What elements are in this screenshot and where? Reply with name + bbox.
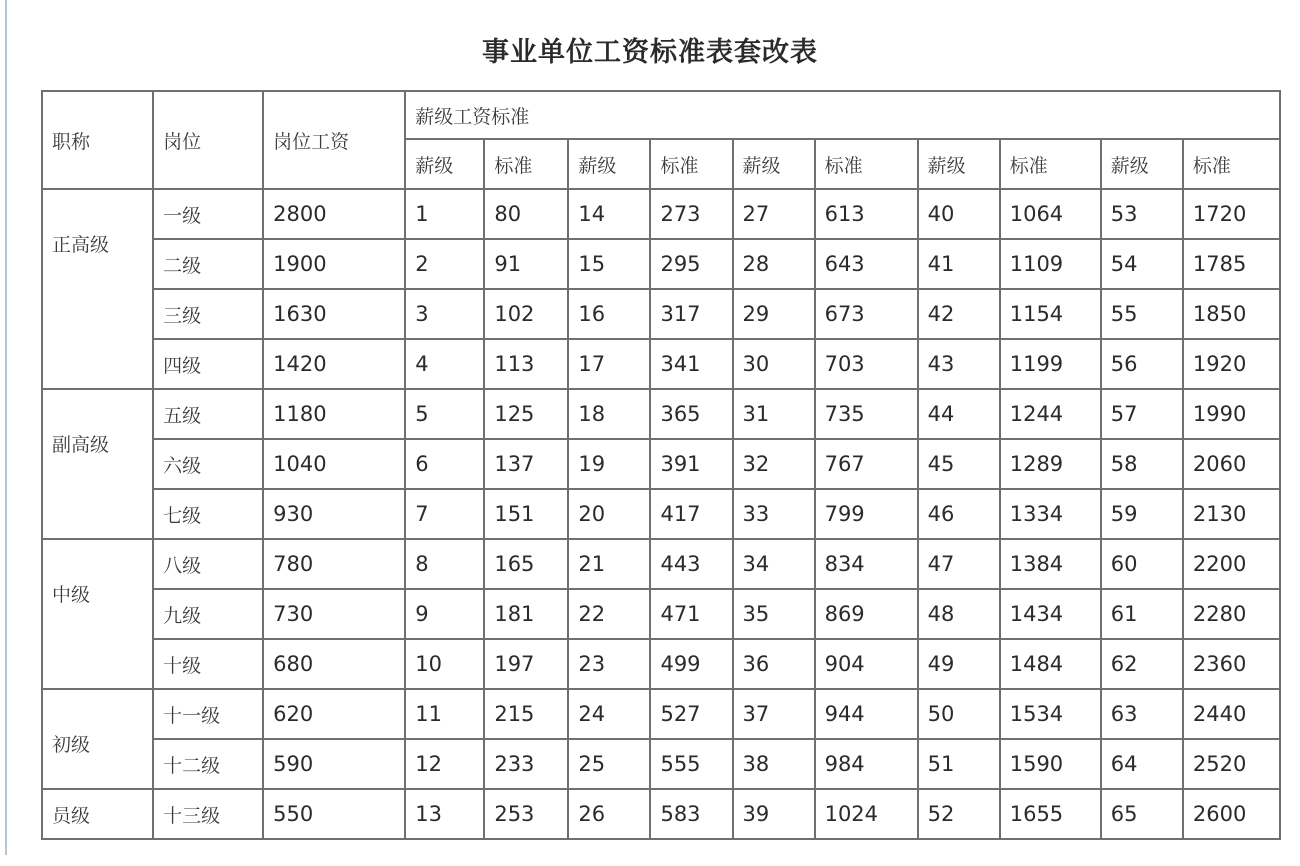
standard-cell: 1720 (1183, 189, 1280, 239)
table-row (42, 589, 1280, 639)
grade-cell: 60 (1101, 539, 1183, 589)
standard-cell: 102 (484, 289, 568, 339)
standard-cell: 527 (650, 689, 732, 739)
standard-cell: 583 (650, 789, 732, 839)
subheader-grade-5: 薪级 (1101, 139, 1183, 189)
standard-cell: 1024 (815, 789, 918, 839)
grade-cell: 61 (1101, 589, 1183, 639)
grade-cell: 1 (405, 189, 484, 239)
grade-cell: 3 (405, 289, 484, 339)
standard-cell: 1109 (1000, 239, 1101, 289)
standard-cell: 673 (815, 289, 918, 339)
grade-cell: 30 (733, 339, 815, 389)
grade-cell: 49 (918, 639, 1000, 689)
grade-cell: 16 (568, 289, 650, 339)
left-margin-rule (5, 0, 7, 855)
post-cell: 八级 (153, 539, 263, 589)
header-post: 岗位 (153, 91, 263, 189)
subheader-grade-4: 薪级 (918, 139, 1000, 189)
post-salary-cell: 1420 (263, 339, 405, 389)
post-salary-cell: 590 (263, 739, 405, 789)
standard-cell: 869 (815, 589, 918, 639)
grade-cell: 2 (405, 239, 484, 289)
standard-cell: 1154 (1000, 289, 1101, 339)
grade-cell: 25 (568, 739, 650, 789)
post-salary-cell: 930 (263, 489, 405, 539)
standard-cell: 80 (484, 189, 568, 239)
standard-cell: 233 (484, 739, 568, 789)
standard-cell: 417 (650, 489, 732, 539)
table-row (42, 239, 1280, 289)
table-row (42, 439, 1280, 489)
standard-cell: 91 (484, 239, 568, 289)
standard-cell: 2520 (1183, 739, 1280, 789)
standard-cell: 703 (815, 339, 918, 389)
standard-cell: 253 (484, 789, 568, 839)
grade-cell: 15 (568, 239, 650, 289)
standard-cell: 317 (650, 289, 732, 339)
grade-cell: 55 (1101, 289, 1183, 339)
title-cell: 副高级 (42, 389, 153, 539)
standard-cell: 1785 (1183, 239, 1280, 289)
standard-cell: 1590 (1000, 739, 1101, 789)
standard-cell: 2280 (1183, 589, 1280, 639)
title-cell: 中级 (42, 539, 153, 689)
title-cell: 员级 (42, 789, 153, 839)
standard-cell: 767 (815, 439, 918, 489)
grade-cell: 31 (733, 389, 815, 439)
grade-cell: 5 (405, 389, 484, 439)
subheader-standard-4: 标准 (1000, 139, 1101, 189)
post-salary-cell: 1180 (263, 389, 405, 439)
post-cell: 三级 (153, 289, 263, 339)
table-row (42, 639, 1280, 689)
grade-cell: 57 (1101, 389, 1183, 439)
standard-cell: 1434 (1000, 589, 1101, 639)
standard-cell: 2600 (1183, 789, 1280, 839)
post-salary-cell: 1040 (263, 439, 405, 489)
standard-cell: 834 (815, 539, 918, 589)
salary-table (41, 90, 1281, 840)
grade-cell: 24 (568, 689, 650, 739)
grade-cell: 29 (733, 289, 815, 339)
table-row (42, 739, 1280, 789)
grade-cell: 51 (918, 739, 1000, 789)
grade-cell: 20 (568, 489, 650, 539)
table-row (42, 389, 1280, 439)
standard-cell: 735 (815, 389, 918, 439)
post-salary-cell: 1630 (263, 289, 405, 339)
post-cell: 四级 (153, 339, 263, 389)
grade-cell: 65 (1101, 789, 1183, 839)
grade-cell: 13 (405, 789, 484, 839)
grade-cell: 4 (405, 339, 484, 389)
grade-cell: 21 (568, 539, 650, 589)
standard-cell: 1289 (1000, 439, 1101, 489)
grade-cell: 47 (918, 539, 1000, 589)
grade-cell: 63 (1101, 689, 1183, 739)
grade-cell: 35 (733, 589, 815, 639)
standard-cell: 799 (815, 489, 918, 539)
post-salary-cell: 550 (263, 789, 405, 839)
grade-cell: 62 (1101, 639, 1183, 689)
subheader-standard-1: 标准 (484, 139, 568, 189)
title-cell: 初级 (42, 689, 153, 789)
standard-cell: 904 (815, 639, 918, 689)
standard-cell: 1199 (1000, 339, 1101, 389)
header-pay-scale-group: 薪级工资标准 (405, 91, 1280, 139)
grade-cell: 14 (568, 189, 650, 239)
grade-cell: 7 (405, 489, 484, 539)
standard-cell: 443 (650, 539, 732, 589)
subheader-standard-3: 标准 (815, 139, 918, 189)
grade-cell: 10 (405, 639, 484, 689)
grade-cell: 34 (733, 539, 815, 589)
post-salary-cell: 730 (263, 589, 405, 639)
subheader-standard-5: 标准 (1183, 139, 1280, 189)
post-cell: 九级 (153, 589, 263, 639)
grade-cell: 64 (1101, 739, 1183, 789)
standard-cell: 1850 (1183, 289, 1280, 339)
standard-cell: 365 (650, 389, 732, 439)
grade-cell: 12 (405, 739, 484, 789)
post-cell: 七级 (153, 489, 263, 539)
standard-cell: 643 (815, 239, 918, 289)
standard-cell: 1384 (1000, 539, 1101, 589)
standard-cell: 1990 (1183, 389, 1280, 439)
standard-cell: 113 (484, 339, 568, 389)
table-row (42, 339, 1280, 389)
grade-cell: 53 (1101, 189, 1183, 239)
table-row (42, 789, 1280, 839)
grade-cell: 27 (733, 189, 815, 239)
header-title: 职称 (42, 91, 153, 189)
header-row-1 (42, 91, 1280, 139)
standard-cell: 1064 (1000, 189, 1101, 239)
standard-cell: 471 (650, 589, 732, 639)
standard-cell: 1244 (1000, 389, 1101, 439)
grade-cell: 54 (1101, 239, 1183, 289)
standard-cell: 2360 (1183, 639, 1280, 689)
subheader-grade-3: 薪级 (733, 139, 815, 189)
grade-cell: 8 (405, 539, 484, 589)
title-cell: 正高级 (42, 189, 153, 389)
grade-cell: 19 (568, 439, 650, 489)
post-cell: 六级 (153, 439, 263, 489)
standard-cell: 984 (815, 739, 918, 789)
standard-cell: 215 (484, 689, 568, 739)
standard-cell: 197 (484, 639, 568, 689)
post-salary-cell: 780 (263, 539, 405, 589)
standard-cell: 1534 (1000, 689, 1101, 739)
table-row (42, 289, 1280, 339)
grade-cell: 50 (918, 689, 1000, 739)
grade-cell: 11 (405, 689, 484, 739)
grade-cell: 43 (918, 339, 1000, 389)
post-salary-cell: 620 (263, 689, 405, 739)
post-cell: 五级 (153, 389, 263, 439)
table-row (42, 689, 1280, 739)
grade-cell: 22 (568, 589, 650, 639)
grade-cell: 48 (918, 589, 1000, 639)
standard-cell: 341 (650, 339, 732, 389)
grade-cell: 40 (918, 189, 1000, 239)
post-salary-cell: 2800 (263, 189, 405, 239)
grade-cell: 56 (1101, 339, 1183, 389)
standard-cell: 944 (815, 689, 918, 739)
standard-cell: 125 (484, 389, 568, 439)
standard-cell: 165 (484, 539, 568, 589)
grade-cell: 42 (918, 289, 1000, 339)
grade-cell: 45 (918, 439, 1000, 489)
standard-cell: 2440 (1183, 689, 1280, 739)
standard-cell: 181 (484, 589, 568, 639)
grade-cell: 59 (1101, 489, 1183, 539)
grade-cell: 28 (733, 239, 815, 289)
grade-cell: 23 (568, 639, 650, 689)
standard-cell: 1334 (1000, 489, 1101, 539)
standard-cell: 295 (650, 239, 732, 289)
subheader-grade-2: 薪级 (568, 139, 650, 189)
grade-cell: 38 (733, 739, 815, 789)
grade-cell: 9 (405, 589, 484, 639)
standard-cell: 273 (650, 189, 732, 239)
table-row (42, 189, 1280, 239)
page-title: 事业单位工资标准表套改表 (482, 37, 818, 68)
post-cell: 一级 (153, 189, 263, 239)
standard-cell: 151 (484, 489, 568, 539)
grade-cell: 36 (733, 639, 815, 689)
standard-cell: 2200 (1183, 539, 1280, 589)
grade-cell: 39 (733, 789, 815, 839)
post-salary-cell: 1900 (263, 239, 405, 289)
subheader-grade-1: 薪级 (405, 139, 484, 189)
standard-cell: 2060 (1183, 439, 1280, 489)
subheader-standard-2: 标准 (650, 139, 732, 189)
standard-cell: 613 (815, 189, 918, 239)
grade-cell: 41 (918, 239, 1000, 289)
standard-cell: 499 (650, 639, 732, 689)
post-cell: 十一级 (153, 689, 263, 739)
post-cell: 二级 (153, 239, 263, 289)
grade-cell: 26 (568, 789, 650, 839)
header-post-salary: 岗位工资 (263, 91, 405, 189)
grade-cell: 44 (918, 389, 1000, 439)
standard-cell: 137 (484, 439, 568, 489)
post-cell: 十二级 (153, 739, 263, 789)
grade-cell: 46 (918, 489, 1000, 539)
standard-cell: 555 (650, 739, 732, 789)
post-cell: 十三级 (153, 789, 263, 839)
post-cell: 十级 (153, 639, 263, 689)
post-salary-cell: 680 (263, 639, 405, 689)
grade-cell: 32 (733, 439, 815, 489)
grade-cell: 6 (405, 439, 484, 489)
table-row (42, 489, 1280, 539)
table-row (42, 539, 1280, 589)
standard-cell: 1484 (1000, 639, 1101, 689)
standard-cell: 1920 (1183, 339, 1280, 389)
grade-cell: 52 (918, 789, 1000, 839)
standard-cell: 391 (650, 439, 732, 489)
grade-cell: 58 (1101, 439, 1183, 489)
grade-cell: 33 (733, 489, 815, 539)
grade-cell: 17 (568, 339, 650, 389)
grade-cell: 18 (568, 389, 650, 439)
standard-cell: 1655 (1000, 789, 1101, 839)
salary-table-body (42, 91, 1280, 839)
grade-cell: 37 (733, 689, 815, 739)
standard-cell: 2130 (1183, 489, 1280, 539)
